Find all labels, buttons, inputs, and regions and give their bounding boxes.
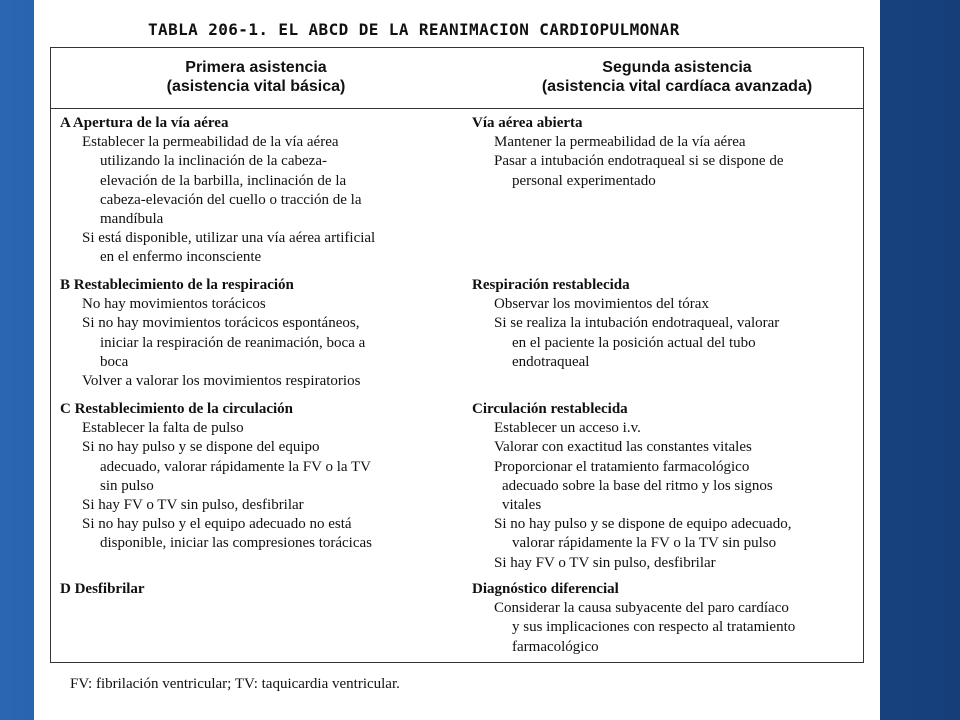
section-item-continuation: iniciar la respiración de reanimación, boca a <box>100 334 366 351</box>
section-heading: A Apertura de la vía aérea <box>60 115 229 131</box>
section-item-continuation: adecuado sobre la base del ritmo y los signos <box>502 477 773 494</box>
section-heading: D Desfibrilar <box>60 581 145 597</box>
section-a-right <box>472 114 784 191</box>
section-item-continuation: utilizando la inclinación de la cabeza- <box>100 153 327 170</box>
section-item: No hay movimientos torácicos <box>82 296 266 313</box>
header-primera-asistencia <box>141 58 371 96</box>
section-item: Si no hay pulso y el equipo adecuado no está <box>82 516 352 533</box>
table-header-row <box>51 48 863 109</box>
section-item-continuation: adecuado, valorar rápidamente la FV o la TV <box>100 458 372 475</box>
section-item: Observar los movimientos del tórax <box>494 296 709 313</box>
section-item-continuation: endotraqueal <box>512 353 590 370</box>
section-heading: Vía aérea abierta <box>472 115 583 131</box>
slide-page <box>34 0 880 720</box>
section-b-right <box>472 276 779 372</box>
header-segunda-asistencia <box>507 58 847 96</box>
section-item: Establecer la permeabilidad de la vía aérea <box>82 134 339 151</box>
section-d-left <box>60 580 145 599</box>
section-item-continuation: en el enfermo inconsciente <box>100 249 262 266</box>
section-item: Volver a valorar los movimientos respiratorios <box>82 373 361 390</box>
section-item: Establecer un acceso i.v. <box>494 420 641 437</box>
section-heading: Diagnóstico diferencial <box>472 581 619 597</box>
section-c-right <box>472 400 791 573</box>
table-title: TABLA 206-1. EL ABCD DE LA REANIMACION CARDIOPULMONAR <box>148 20 680 39</box>
section-item-continuation: elevación de la barbilla, inclinación de la <box>100 172 347 189</box>
section-item: Considerar la causa subyacente del paro cardíaco <box>494 600 789 617</box>
section-item-continuation: vitales <box>502 497 542 514</box>
section-d-right <box>472 580 795 657</box>
section-item: Mantener la permeabilidad de la vía aérea <box>494 134 746 151</box>
section-item-continuation: farmacológico <box>512 638 599 655</box>
section-heading: B Restablecimiento de la respiración <box>60 277 294 293</box>
section-b-left <box>60 276 365 391</box>
section-heading: Circulación restablecida <box>472 401 628 417</box>
table-footnote: FV: fibrilación ventricular; TV: taquicardia ventricular. <box>70 676 400 692</box>
header-right-subtitle: (asistencia vital cardíaca avanzada) <box>541 78 813 95</box>
section-item-continuation: cabeza-elevación del cuello o tracción de la <box>100 191 362 208</box>
section-item-continuation: y sus implicaciones con respecto al tratamiento <box>512 619 796 636</box>
section-item: Si no hay pulso y se dispone del equipo <box>82 439 320 456</box>
section-item: Pasar a intubación endotraqueal si se dispone de <box>494 153 784 170</box>
section-item: Valorar con exactitud las constantes vitales <box>494 439 752 456</box>
section-a-left <box>60 114 375 268</box>
section-item-continuation: disponible, iniciar las compresiones torácicas <box>100 535 372 552</box>
section-c-left <box>60 400 372 554</box>
section-item-continuation: personal experimentado <box>512 172 656 189</box>
header-right-title: Segunda asistencia <box>602 59 752 76</box>
section-item: Si se realiza la intubación endotraqueal, valorar <box>494 315 780 332</box>
header-left-subtitle: (asistencia vital básica) <box>166 78 346 95</box>
section-item: Si hay FV o TV sin pulso, desfibrilar <box>494 554 716 571</box>
section-item-continuation: sin pulso <box>100 477 154 494</box>
section-item-continuation: en el paciente la posición actual del tubo <box>512 334 756 351</box>
section-item: Si está disponible, utilizar una vía aérea artificial <box>82 230 376 247</box>
section-item: Si hay FV o TV sin pulso, desfibrilar <box>82 497 304 514</box>
section-item: Si no hay movimientos torácicos espontáneos, <box>82 315 360 332</box>
section-heading: Respiración restablecida <box>472 277 630 293</box>
section-item-continuation: boca <box>100 353 129 370</box>
section-item: Establecer la falta de pulso <box>82 420 244 437</box>
section-item-continuation: valorar rápidamente la FV o la TV sin pulso <box>512 535 777 552</box>
section-item: Si no hay pulso y se dispone de equipo adecuado, <box>494 516 792 533</box>
section-item-continuation: mandíbula <box>100 211 164 228</box>
header-left-title: Primera asistencia <box>185 59 327 76</box>
section-item: Proporcionar el tratamiento farmacológico <box>494 458 750 475</box>
section-heading: C Restablecimiento de la circulación <box>60 401 294 417</box>
